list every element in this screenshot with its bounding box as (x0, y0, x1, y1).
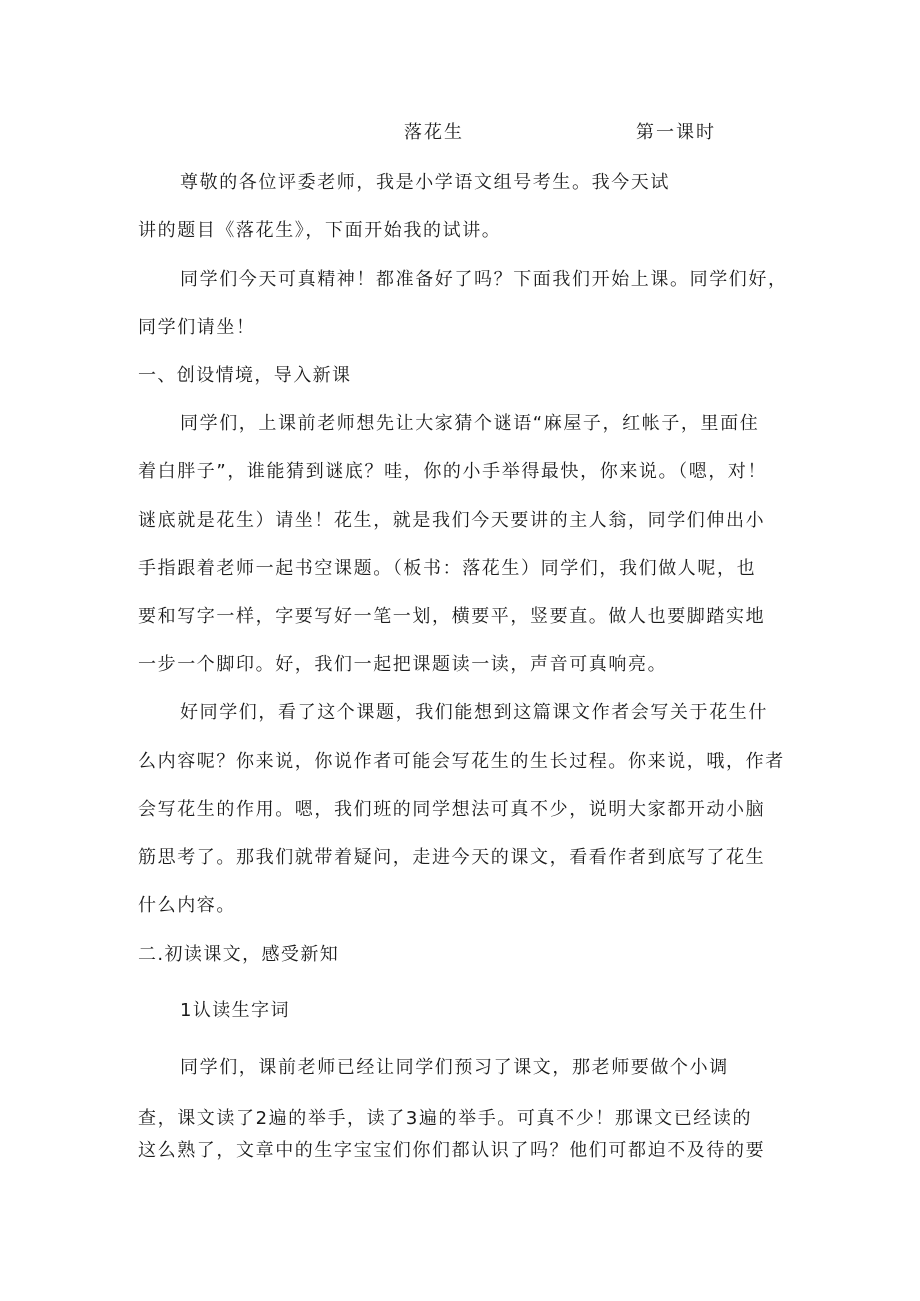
text-line: 一步一个脚印。好，我们一起把课题读一读，声音可真响亮。 (138, 654, 668, 675)
document-title: 落花生 (404, 122, 464, 143)
text-line: 这么熟了，文章中的生字宝宝们你们都认识了吗？他们可都迫不及待的要 (138, 1140, 766, 1161)
text-line: 讲的题目《落花生》，下面开始我的试讲。 (138, 220, 502, 241)
title-row (0, 118, 920, 148)
text-line: 手指跟着老师一起书空课题。（板书：落花生）同学们，我们做人呢，也 (138, 558, 757, 579)
text-line: 筋思考了。那我们就带着疑问，走进今天的课文，看看作者到底写了花生 (138, 847, 766, 868)
text-line: 同学们请坐！ (138, 317, 256, 338)
sub-heading: 1认读生字词 (180, 1000, 290, 1021)
text-line: 查，课文读了2遍的举手，读了3遍的举手。可真不少！那课文已经读的 (138, 1108, 753, 1129)
section-heading: 二.初读课文，感受新知 (138, 944, 340, 965)
text-line: 同学们今天可真精神！都准备好了吗？下面我们开始上课。同学们好， (180, 269, 788, 290)
section-heading: 一、创设情境，导入新课 (138, 365, 352, 386)
text-line: 好同学们，看了这个课题，我们能想到这篇课文作者会写关于花生什 (180, 702, 768, 723)
text-line: 要和写字一样，字要写好一笔一划，横要平，竖要直。做人也要脚踏实地 (138, 606, 766, 627)
text-line: 会写花生的作用。嗯，我们班的同学想法可真不少，说明大家都开动小脑 (138, 799, 766, 820)
text-line: 什么内容。 (138, 895, 236, 916)
text-line: 同学们，课前老师已经让同学们预习了课文，那老师要做个小调 (180, 1057, 729, 1078)
lesson-label: 第一课时 (636, 122, 716, 143)
text-line: 么内容呢？你来说，你说作者可能会写花生的生长过程。你来说，哦，作者 (138, 751, 785, 772)
text-line: 谜底就是花生）请坐！花生，就是我们今天要讲的主人翁，同学们伸出小 (138, 510, 766, 531)
text-line: 同学们，上课前老师想先让大家猜个谜语“麻屋子，红帐子，里面住 (180, 413, 760, 434)
text-line: 尊敬的各位评委老师，我是小学语文组号考生。我今天试 (180, 172, 670, 193)
text-line: 着白胖子”，谁能猜到谜底？哇，你的小手举得最快，你来说。（嗯，对！ (138, 461, 768, 482)
